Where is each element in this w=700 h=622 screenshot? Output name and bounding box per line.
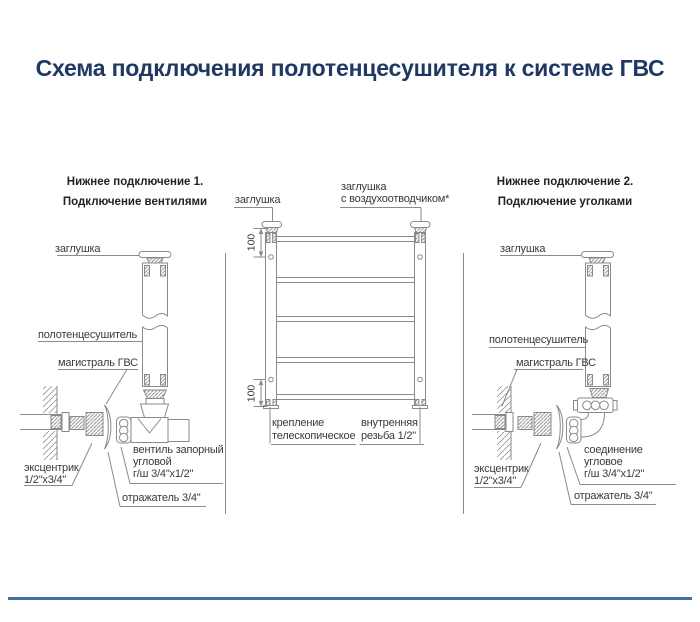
right-eccentric-label-line2: 1/2"x3/4" [474,475,517,487]
right-plug-label: заглушка [500,243,546,255]
left-reflector-label: отражатель 3/4" [122,492,201,504]
center-plug-label: заглушка [235,194,281,206]
center-thread-label [361,417,418,443]
left-section-heading [30,172,240,212]
right-elbow-label-line3: г/ш 3/4"x1/2" [584,468,645,480]
right-reflector [557,405,563,449]
left-plug-label: заглушка [55,243,101,255]
center-dim-top-label: 100 [245,233,258,252]
center-thread-label-line2: резьба 1/2" [361,430,416,442]
left-valve-label-line1: вентиль запорный [133,444,224,456]
center-thread-label-line1: внутренняя [361,417,418,429]
center-right-post [413,233,428,409]
left-towel-pipe [143,263,168,387]
center-air-vent-label-line1: заглушка [341,181,387,193]
right-elbow-label-line1: соединение [584,444,643,456]
left-towel-rail-label: полотенцесушитель [38,329,138,341]
center-air-vent-label-line2: с воздухоотводчиком* [341,193,450,205]
center-mount-label-line2: телескопическое [272,430,356,442]
center-mount-label [272,417,355,443]
right-plug-cap [582,252,614,264]
left-valve-label-line3: г/ш 3/4"x1/2" [133,468,194,480]
left-heading-line1: Нижнее подключение 1. [66,176,204,188]
center-left-post [264,233,279,409]
right-reflector-label: отражатель 3/4" [574,490,653,502]
right-towel-rail-label: полотенцесушитель [489,334,589,346]
left-valve [117,390,190,443]
right-section-heading [460,172,670,212]
left-eccentric-label [24,462,79,486]
left-hws-main-label: магистраль ГВС [58,357,138,369]
footer-rule [8,597,692,600]
center-dim-bottom-label: 100 [245,384,258,403]
left-main-pipe [20,413,69,432]
left-reflector [105,405,111,449]
left-eccentric [70,413,103,436]
right-heading-line2: Подключение уголками [497,196,633,208]
center-air-vent-label [341,181,449,205]
left-valve-label-line2: угловой [133,456,172,468]
right-eccentric-label [474,463,529,487]
left-eccentric-label-line2: 1/2"x3/4" [24,474,67,486]
right-main-pipe [472,413,513,432]
right-eccentric-label-line1: эксцентрик [474,463,529,475]
right-elbow-label-line2: угловое [584,456,623,468]
left-plug-cap [139,252,171,264]
right-eccentric [518,413,551,436]
right-hws-main-label: магистраль ГВС [516,357,596,369]
right-elbow-label [584,444,644,480]
left-heading-line2: Подключение вентилями [62,196,208,208]
right-elbow-union [567,389,618,444]
right-heading-line1: Нижнее подключение 2. [496,176,634,188]
center-mount-label-line1: крепление [272,417,325,429]
page-title: Схема подключения полотенцесушителя к системе ГВС [35,55,665,81]
center-air-vent-cap [411,222,431,233]
left-valve-label [133,444,224,480]
left-eccentric-label-line1: эксцентрик [24,462,79,474]
center-rungs [277,237,415,400]
